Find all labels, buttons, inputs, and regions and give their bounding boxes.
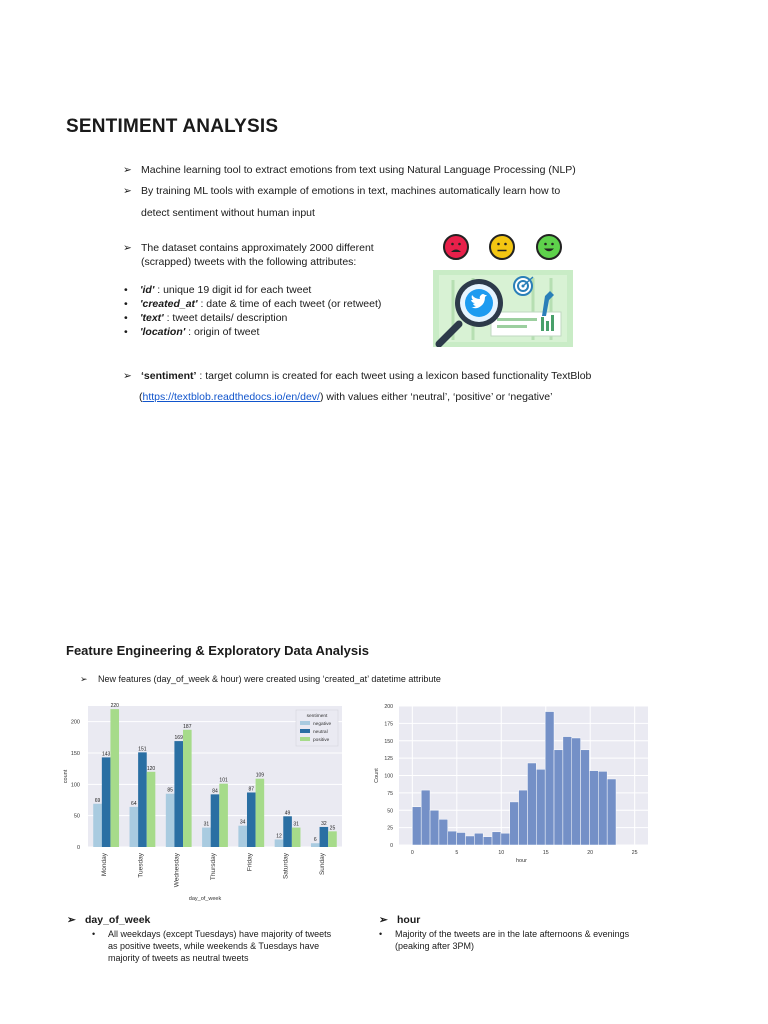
x-tick-label: 10 xyxy=(498,850,505,856)
bar-neutral xyxy=(102,757,111,847)
y-tick-label: 25 xyxy=(387,825,393,832)
bullet-nlp: ➢ Machine learning tool to extract emotions from text using Natural Language Processing (NLP) xyxy=(123,164,576,176)
y-tick-label: 200 xyxy=(70,719,80,726)
twitter-analytics-illustration xyxy=(433,270,573,347)
y-axis-label: Count xyxy=(374,768,380,783)
bar-value-label: 151 xyxy=(138,746,147,753)
arrow-bullet-icon: ➢ xyxy=(123,185,132,197)
dow-heading: ➢ day_of_week xyxy=(67,914,151,926)
bullet-new-features: ➢ New features (day_of_week & hour) were created using ‘created_at’ datetime attribute xyxy=(80,674,441,684)
bar-positive xyxy=(110,709,119,847)
bar-positive xyxy=(292,828,301,847)
y-tick-label: 50 xyxy=(73,813,80,820)
histogram-bar xyxy=(457,832,466,845)
bar-negative xyxy=(275,839,284,847)
histogram-bar xyxy=(554,750,563,845)
histogram-bar xyxy=(607,779,616,845)
legend-swatch-positive xyxy=(300,737,310,741)
x-tick-label: Monday xyxy=(101,853,109,877)
textblob-link[interactable]: https://textblob.readthedocs.io/en/dev/ xyxy=(142,391,320,403)
histogram-bar xyxy=(589,771,598,845)
x-tick-label: Friday xyxy=(246,853,254,872)
attribute-text: • 'text' : tweet details/ description xyxy=(124,312,288,324)
bar-value-label: 87 xyxy=(248,786,255,793)
y-tick-label: 75 xyxy=(387,790,393,797)
legend-swatch-negative xyxy=(300,721,310,725)
bar-neutral xyxy=(174,741,183,847)
bar-value-label: 101 xyxy=(219,777,228,784)
bar-neutral xyxy=(283,816,292,847)
section-title-feature-engineering: Feature Engineering & Exploratory Data Analysis xyxy=(66,643,369,658)
bar-positive xyxy=(147,772,156,847)
x-tick-label: Wednesday xyxy=(173,853,181,888)
y-tick-label: 150 xyxy=(384,738,393,745)
bar-value-label: 187 xyxy=(183,723,192,730)
bar-value-label: 32 xyxy=(321,820,327,827)
attribute-id: • 'id' : unique 19 digit id for each tweet xyxy=(124,284,312,296)
arrow-bullet-icon: ➢ xyxy=(67,914,76,926)
bullet-dataset: ➢ The dataset contains approximately 2000 different xyxy=(123,242,374,254)
bar-positive xyxy=(328,831,337,847)
bar-value-label: 109 xyxy=(255,772,265,779)
x-axis-label: day_of_week xyxy=(188,896,222,902)
histogram-bar xyxy=(492,832,501,845)
histogram-bar xyxy=(572,738,581,845)
x-tick-label: Sunday xyxy=(318,853,326,876)
y-tick-label: 125 xyxy=(384,756,393,763)
bar-value-label: 143 xyxy=(101,751,111,758)
bar-value-label: 12 xyxy=(276,833,282,840)
histogram-bar xyxy=(501,833,510,845)
bar-value-label: 169 xyxy=(174,735,183,742)
attribute-created-at: • 'created_at' : date & time of each tweet (or retweet) xyxy=(124,298,382,310)
bullet-sentiment-cont: (https://textblob.readthedocs.io/en/dev/) with values either ‘neutral’, ‘positive’ or ‘negative’ xyxy=(139,391,553,403)
bar-value-label: 49 xyxy=(284,810,291,817)
y-tick-label: 150 xyxy=(70,751,80,757)
y-tick-label: 100 xyxy=(70,782,80,789)
x-tick-label: 25 xyxy=(631,850,638,856)
histogram-bar xyxy=(421,790,430,845)
bar-positive xyxy=(183,730,192,847)
y-tick-label: 0 xyxy=(390,843,393,849)
day-of-week-chart xyxy=(62,700,346,905)
bar-value-label: 64 xyxy=(131,800,137,807)
bar-negative xyxy=(238,826,247,847)
x-axis-label: hour xyxy=(515,858,528,862)
legend-label-positive: positive xyxy=(313,738,330,743)
bar-value-label: 31 xyxy=(293,821,299,828)
bar-value-label: 31 xyxy=(203,821,210,828)
sad-face-icon xyxy=(443,234,469,260)
histogram-bar xyxy=(519,790,528,845)
bar-value-label: 69 xyxy=(94,797,101,804)
bar-negative xyxy=(130,807,139,847)
y-tick-label: 50 xyxy=(387,808,393,815)
bar-negative xyxy=(311,843,320,847)
histogram-bar xyxy=(483,837,492,845)
arrow-bullet-icon: ➢ xyxy=(123,242,132,254)
bar-positive xyxy=(219,784,228,847)
histogram-bar xyxy=(439,819,448,845)
page-title: SENTIMENT ANALYSIS xyxy=(66,116,279,137)
histogram-bar xyxy=(545,712,554,845)
x-tick-label: 5 xyxy=(455,850,459,856)
y-tick-label: 200 xyxy=(384,704,393,710)
y-axis-label: count xyxy=(63,769,69,784)
legend-label-negative: negative xyxy=(313,722,332,727)
bar-value-label: 220 xyxy=(110,703,119,710)
happy-face-icon xyxy=(536,234,562,260)
legend-label-neutral: neutral xyxy=(313,730,328,735)
x-tick-label: Saturday xyxy=(282,853,290,880)
bullet-training-cont: detect sentiment without human input xyxy=(141,207,315,219)
arrow-bullet-icon: ➢ xyxy=(123,370,132,382)
bullet-training: ➢ By training ML tools with example of emotions in text, machines automatically learn how to xyxy=(123,185,561,197)
legend-swatch-neutral xyxy=(300,729,310,733)
bar-neutral xyxy=(320,827,329,847)
bar-neutral xyxy=(138,752,147,847)
arrow-bullet-icon: ➢ xyxy=(123,164,132,176)
bullet-dataset-cont: (scrapped) tweets with the following attributes: xyxy=(141,256,357,268)
bar-negative xyxy=(202,828,211,847)
bar-value-label: 85 xyxy=(167,787,173,794)
bar-value-label: 6 xyxy=(313,837,317,844)
x-tick-label: 20 xyxy=(587,850,594,856)
x-tick-label: Tuesday xyxy=(137,853,145,878)
hour-histogram-chart xyxy=(368,702,652,862)
histogram-bar xyxy=(510,802,519,845)
histogram-bar xyxy=(448,831,457,845)
bar-positive xyxy=(256,779,265,847)
histogram-bar xyxy=(430,810,439,845)
y-tick-label: 100 xyxy=(384,773,393,780)
hour-note: • Majority of the tweets are in the late afternoons & evenings (peaking after 3PM) xyxy=(379,929,630,951)
histogram-bar xyxy=(465,836,474,845)
arrow-bullet-icon: ➢ xyxy=(379,914,388,926)
y-tick-label: 175 xyxy=(384,721,393,728)
bar-value-label: 34 xyxy=(239,819,246,826)
bar-neutral xyxy=(247,792,256,847)
x-tick-label: Thursday xyxy=(210,853,217,881)
bar-value-label: 25 xyxy=(329,825,336,832)
bar-neutral xyxy=(211,794,220,847)
histogram-bar xyxy=(536,769,545,845)
histogram-bar xyxy=(598,771,607,845)
histogram-bar xyxy=(527,763,536,845)
bar-value-label: 120 xyxy=(146,765,156,772)
bar-negative xyxy=(93,804,102,847)
legend-title: sentiment xyxy=(306,714,328,719)
arrow-bullet-icon: ➢ xyxy=(80,674,88,684)
bar-negative xyxy=(166,794,175,847)
histogram-bar xyxy=(474,833,483,845)
x-tick-label: 15 xyxy=(542,850,549,856)
dow-note: • All weekdays (except Tuesdays) have majority of tweets as positive tweets, while weekends & Tuesdays have majority of tweets as neutral tweets xyxy=(92,929,332,963)
histogram-bar xyxy=(581,750,590,845)
y-tick-label: 0 xyxy=(76,845,80,851)
histogram-bar xyxy=(563,737,572,845)
histogram-bar xyxy=(412,807,421,845)
hour-heading: ➢ hour xyxy=(379,914,421,926)
attribute-location: • 'location' : origin of tweet xyxy=(124,326,260,338)
bar-value-label: 84 xyxy=(212,788,218,795)
x-tick-label: 0 xyxy=(410,850,414,856)
neutral-face-icon xyxy=(489,234,515,260)
bullet-sentiment: ➢ ‘sentiment’ : target column is created for each tweet using a lexicon based functionality TextBlob xyxy=(123,370,592,382)
